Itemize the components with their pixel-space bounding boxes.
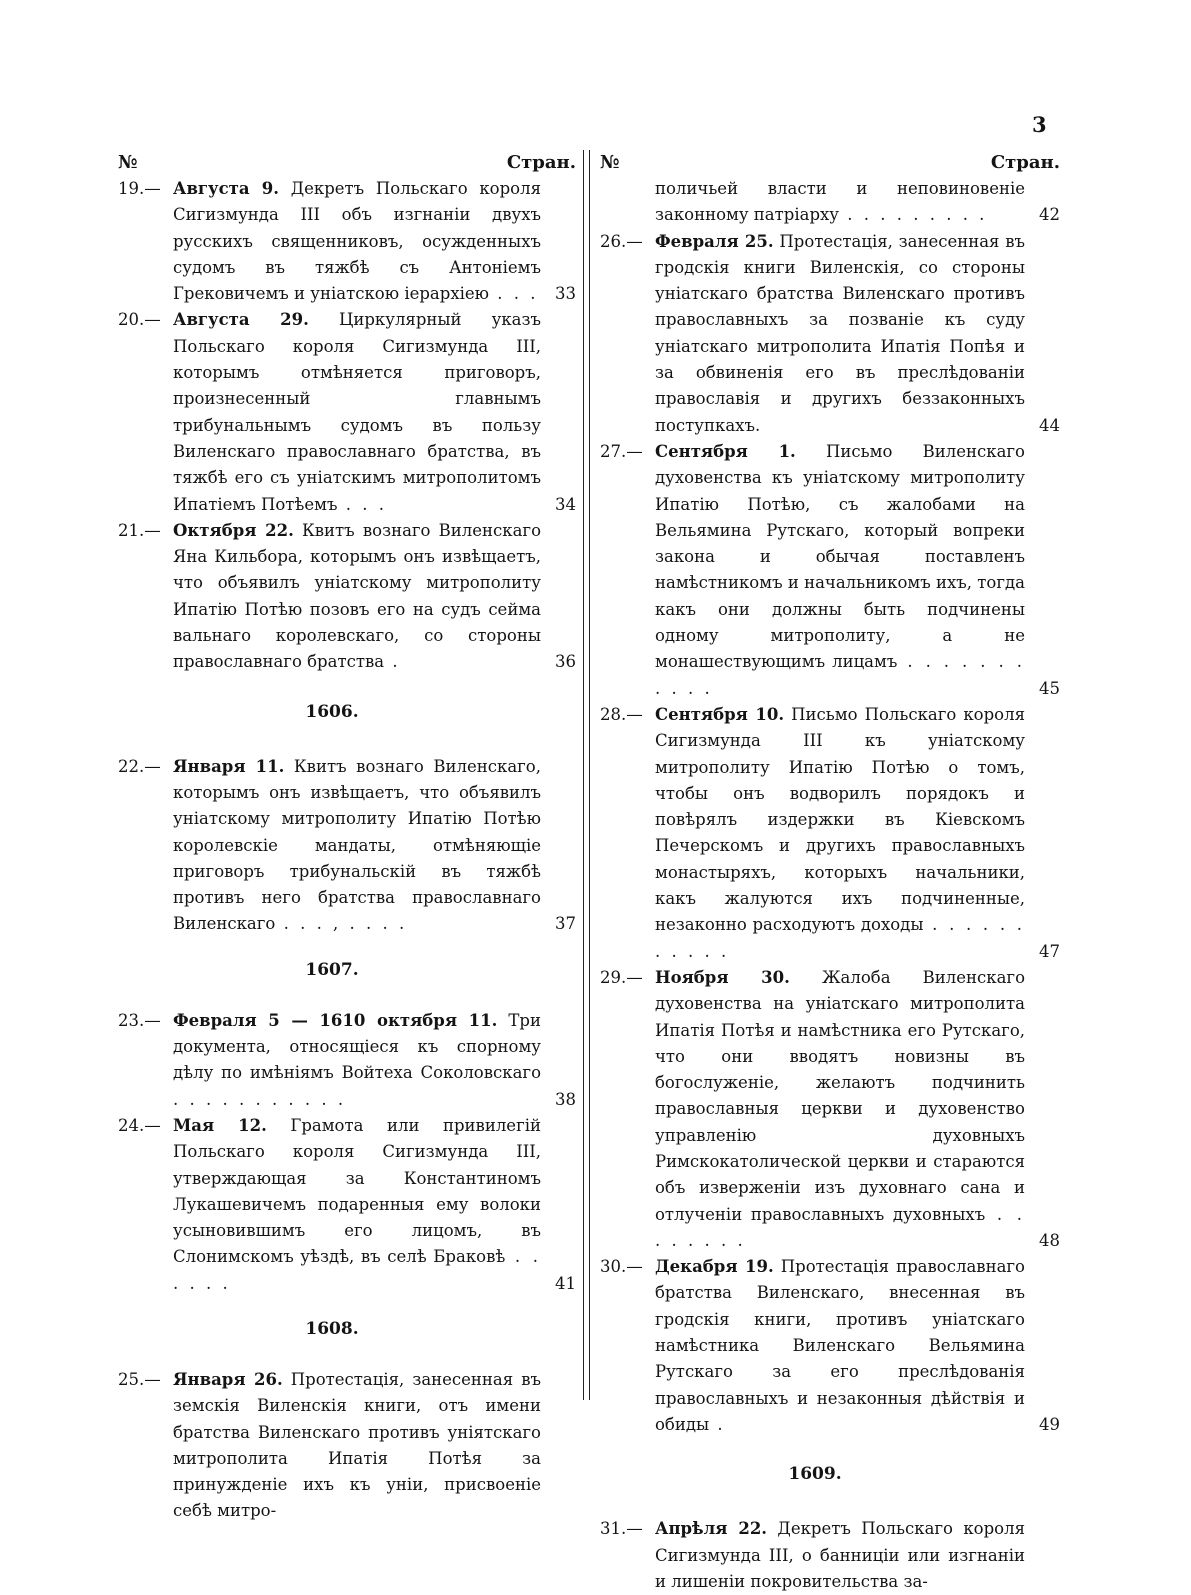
year-heading-1609: 1609. — [788, 1464, 842, 1485]
entry-date: Февраля 25. — [655, 231, 774, 251]
toc-entry — [600, 1516, 1060, 1595]
entry-text: Декретъ Польскаго короля Сигизмунда III объ изгнаніи двухъ русскихъ священниковъ, осужденныхъ судомъ въ тяжбѣ съ Антоніемъ Грековичемъ и уніатскою іерархіею — [173, 179, 541, 304]
page-header: Стран. — [506, 152, 576, 173]
entry-page-ref: 45 — [1039, 678, 1060, 698]
entry-number: 29.— — [600, 967, 643, 987]
right-column-header — [600, 150, 1060, 176]
entry-page-ref: 48 — [1039, 1230, 1060, 1250]
entries-group — [118, 754, 576, 938]
toc-entry — [600, 229, 1060, 439]
entry-page-ref: 36 — [555, 652, 576, 672]
entry-date: Декабря 19. — [655, 1257, 774, 1277]
leader-dots: . . . — [337, 494, 387, 514]
right-column — [600, 150, 1060, 1595]
entry-date: Ноября 30. — [655, 967, 790, 987]
entry-text: Декретъ Польскаго короля Сигизмунда III, о банниціи или изгнаніи и лишеніи покровительства за- — [655, 1519, 1025, 1591]
entry-number: 25.— — [118, 1369, 161, 1389]
entry-text: Письмо Польскаго короля Сигизмунда III къ уніатскому митрополиту Ипатію Потѣю о томъ, чтобы онъ водворилъ порядокъ и повѣрялъ издержки въ Кіевскомъ Печерскомъ и другихъ православныхъ монастыряхъ, которыхъ начальники, какъ жалуются ихъ подчиненные, незаконно расходуютъ доходы — [655, 704, 1025, 935]
entry-page-ref: 42 — [1039, 205, 1060, 225]
entry-number: 23.— — [118, 1010, 161, 1030]
entry-page-ref: 33 — [555, 284, 576, 304]
entry-text: Протестація, занесенная въ земскія Виленскія книги, отъ имени братства Виленскаго противъ уніятскаго митрополита Ипатія Потѣя за принужденіе ихъ къ уніи, присвоеніе себѣ митро- — [173, 1369, 541, 1521]
entry-date: Апрѣля 22. — [655, 1519, 768, 1539]
entry-date: Августа 29. — [173, 310, 309, 330]
entry-date: Февраля 5 — 1610 октября 11. — [173, 1010, 498, 1030]
toc-entry — [118, 1008, 576, 1113]
entry-text: Протестація, занесенная въ гродскія книги Виленскія, со стороны уніатскаго братства Виленскаго противъ православныхъ за позваніе къ суду уніатскаго митрополита Ипатія Попѣя и за обвиненія его въ преслѣдованіи православія и другихъ беззаконныхъ поступкахъ. — [655, 231, 1025, 435]
entry-number: 30.— — [600, 1257, 643, 1277]
year-heading-1606: 1606. — [305, 701, 359, 722]
toc-entry — [118, 754, 576, 938]
toc-entry — [118, 307, 576, 517]
year-heading-1608: 1608. — [305, 1318, 359, 1339]
entry-text: Письмо Виленскаго духовенства къ уніатскому митрополиту Ипатію Потѣю, съ жалобами на Вельямина Рутскаго, который вопреки закона и обычая поставленъ намѣстникомъ и начальникомъ ихъ, тогда какъ они должны быть подчинены одному митрополиту, а не монашествующимъ лицамъ — [655, 441, 1025, 672]
leader-dots: . . . . . . . . . — [839, 205, 988, 225]
entry-page-ref: 37 — [555, 914, 576, 934]
entry-date: Января 26. — [173, 1369, 283, 1389]
entry-text: Жалоба Виленскаго духовенства на уніатскаго митрополита Ипатія Потѣя и намѣстника его Рутскаго, что они вводятъ новизны въ богослуженіе, желаютъ подчинить православныя церкви и духовенство управленію духовныхъ Римскокатолической церкви и стараются объ изверженіи изъ духовнаго сана и отлученіи православныхъ духовныхъ — [655, 967, 1026, 1224]
entry-page-ref: 49 — [1039, 1414, 1060, 1434]
toc-entry — [118, 518, 576, 676]
continuation-entry — [600, 176, 1060, 229]
number-header: № — [600, 152, 620, 173]
leader-dots: . — [709, 1414, 726, 1434]
toc-entry — [118, 176, 576, 307]
leader-dots: . . . . . . — [173, 1247, 541, 1293]
entry-number: 31.— — [600, 1519, 643, 1539]
entries-group — [118, 176, 576, 676]
entry-number: 21.— — [118, 520, 161, 540]
left-column — [118, 150, 576, 1525]
leader-dots: . . . — [489, 284, 539, 304]
leader-dots: . . . . . . . . . . . — [655, 652, 1025, 698]
entry-date: Августа 9. — [173, 179, 279, 198]
toc-entry — [600, 965, 1060, 1254]
leader-dots: . . . , . . . . — [275, 914, 408, 934]
entry-text: Циркулярный указъ Польскаго короля Сигизмунда III, которымъ отмѣняется приговоръ, произнесенный главнымъ трибунальнымъ судомъ въ пользу Виленскаго православнаго братства, въ тяжбѣ его съ уніатскимъ митрополитомъ Ипатіемъ Потѣемъ — [173, 310, 541, 514]
entry-text: поличьей власти и неповиновеніе законному патріарху — [655, 179, 1025, 225]
entry-text: Грамота или привилегій Польскаго короля Сигизмунда III, утверждающая за Константиномъ Лукашевичемъ подаренныя ему волоки усыновившимъ его лицомъ, въ Слонимскомъ уѣздѣ, въ селѣ Браковѣ — [173, 1115, 541, 1267]
entry-page-ref: 38 — [555, 1089, 576, 1109]
toc-entry — [118, 1113, 576, 1297]
entries-group — [118, 1008, 576, 1297]
entry-number: 22.— — [118, 756, 161, 776]
leader-dots: . . . . . . . . . . . — [655, 915, 1025, 961]
entry-page-ref: 47 — [1039, 941, 1060, 961]
entry-text: Три документа, относящіеся къ спорному дѣлу по имѣніямъ Войтеха Соколовскаго — [173, 1010, 541, 1083]
entry-text: Протестація православнаго братства Виленскаго, внесенная въ гродскія книги, противъ уніатскаго намѣстника Виленскаго Вельямина Рутскаго за его преслѣдованія православныхъ и незаконныя дѣйствія и обиды — [655, 1257, 1025, 1434]
toc-entry — [600, 1254, 1060, 1438]
entries-group — [600, 1516, 1060, 1595]
entry-page-ref: 34 — [555, 494, 576, 514]
left-column-header — [118, 150, 576, 176]
entry-date: Октября 22. — [173, 520, 294, 540]
column-divider — [583, 150, 590, 1400]
toc-entry — [118, 1367, 576, 1525]
leader-dots: . — [384, 652, 401, 672]
entry-number: 24.— — [118, 1115, 161, 1135]
entry-date: Сентября 10. — [655, 704, 785, 724]
leader-dots: . . . . . . . . — [655, 1204, 1025, 1250]
entry-text: Квитъ вознаго Виленскаго, которымъ онъ извѣщаетъ, что объявилъ уніатскому митрополиту Ипатію Потѣю королевскіе мандаты, отмѣняющіе приговоръ трибунальскій въ тяжбѣ противъ него братства православнаго Виленскаго — [173, 756, 541, 934]
entry-number: 19.— — [118, 179, 161, 198]
number-header: № — [118, 152, 138, 173]
entry-date: Мая 12. — [173, 1115, 267, 1135]
toc-entry — [600, 702, 1060, 965]
year-heading-1607: 1607. — [305, 959, 359, 980]
page-number: 3 — [1032, 112, 1047, 137]
entry-page-ref: 44 — [1039, 415, 1060, 435]
entry-number: 20.— — [118, 310, 161, 330]
page-header: Стран. — [990, 152, 1060, 173]
entries-group — [600, 229, 1060, 1439]
entry-text: Квитъ вознаго Виленскаго Яна Кильбора, которымъ онъ извѣщаетъ, что объявилъ уніатскому митрополиту Ипатію Потѣю позовъ его на судъ сейма вальнаго королевскаго, со стороны православнаго братства — [173, 520, 542, 672]
entry-number: 26.— — [600, 231, 643, 251]
toc-entry — [600, 439, 1060, 702]
leader-dots: . . . . . . . . . . . — [173, 1089, 347, 1109]
entry-number: 28.— — [600, 704, 643, 724]
entry-date: Сентября 1. — [655, 441, 796, 461]
entry-date: Января 11. — [173, 756, 285, 776]
entries-group — [118, 1367, 576, 1525]
entry-page-ref: 41 — [555, 1273, 576, 1293]
entry-number: 27.— — [600, 441, 643, 461]
